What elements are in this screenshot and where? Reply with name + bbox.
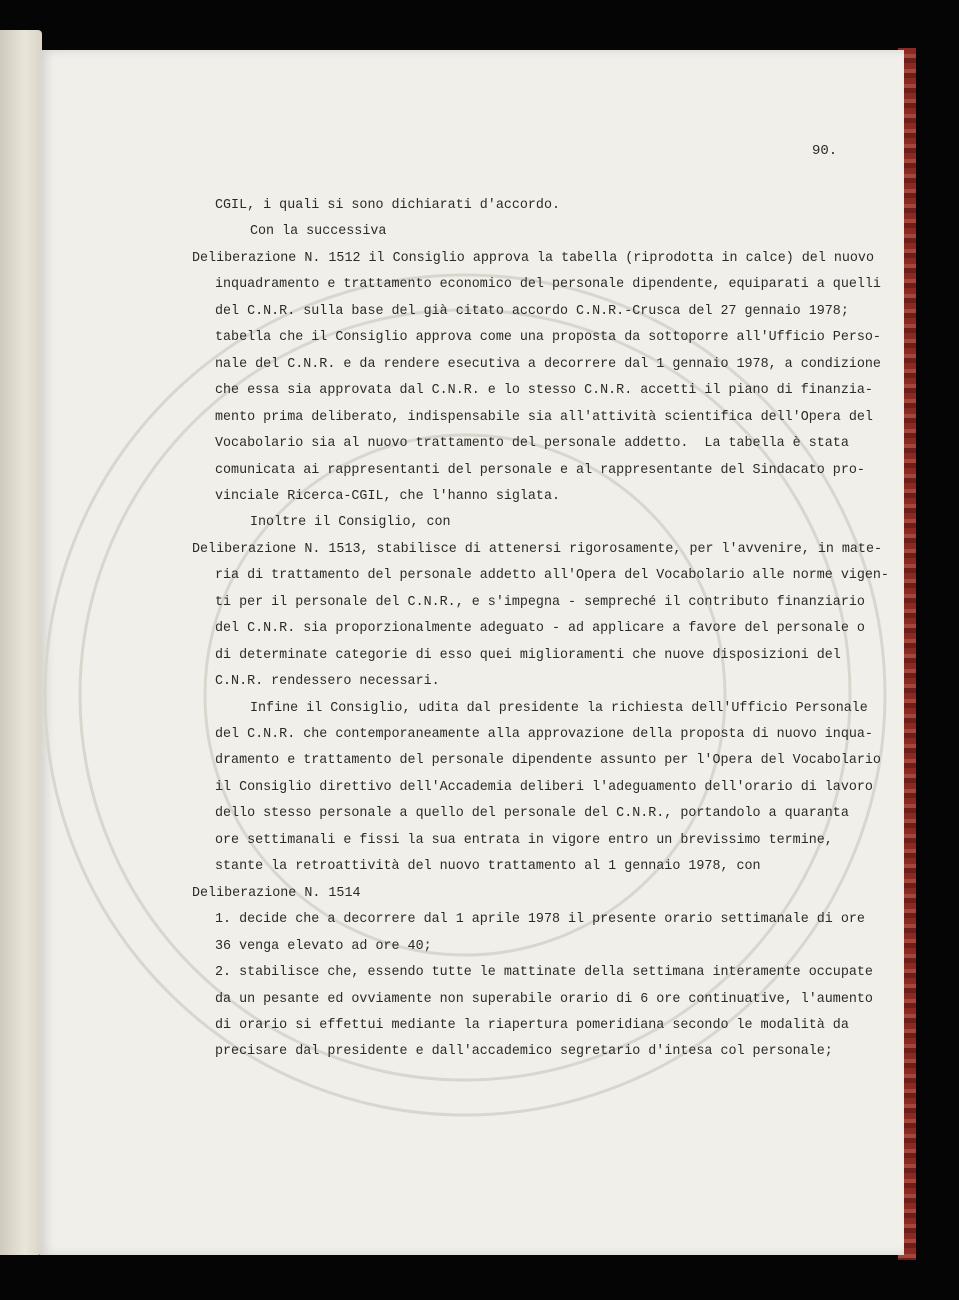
text-line: 36 venga elevato ad ore 40; (215, 937, 432, 954)
text-line: dello stesso personale a quello del personale del C.N.R., portandolo a quaranta (215, 805, 849, 822)
text-line: del C.N.R. sia proporzionalmente adeguato - ad applicare a favore del personale o (215, 620, 865, 637)
text-line: di determinate categorie di esso quei miglioramenti che nuove disposizioni del (215, 646, 841, 663)
text-line: dramento e trattamento del personale dipendente assunto per l'Opera del Vocabolario (215, 752, 881, 769)
text-line: C.N.R. rendessero necessari. (215, 673, 440, 690)
text-line: ore settimanali e fissi la sua entrata in vigore entro un brevissimo termine, (215, 831, 833, 848)
text-line: comunicata ai rappresentanti del personale e al rappresentante del Sindacato pro- (215, 461, 865, 478)
facing-page-edge (0, 30, 42, 1255)
text-line: del C.N.R. sulla base del già citato accordo C.N.R.-Crusca del 27 gennaio 1978; (215, 302, 849, 319)
text-line: nale del C.N.R. e da rendere esecutiva a decorrere dal 1 gennaio 1978, a condizione (215, 355, 881, 372)
text-line: ria di trattamento del personale addetto all'Opera del Vocabolario alle norme vigen- (215, 567, 889, 584)
text-line: Deliberazione N. 1513, stabilisce di attenersi rigorosamente, per l'avvenire, in mate- (192, 540, 883, 557)
text-line: 2. stabilisce che, essendo tutte le mattinate della settimana interamente occupate (215, 964, 873, 981)
text-line: da un pesante ed ovviamente non superabile orario di 6 ore continuative, l'aumento (215, 990, 873, 1007)
text-line: vinciale Ricerca-CGIL, che l'hanno siglata. (215, 487, 561, 504)
text-line: stante la retroattività del nuovo trattamento al 1 gennaio 1978, con (215, 858, 761, 875)
text-line: mento prima deliberato, indispensabile sia all'attività scientifica dell'Opera del (215, 408, 873, 425)
text-line: Vocabolario sia al nuovo trattamento del personale addetto. La tabella è stata (215, 435, 849, 452)
text-line: Infine il Consiglio, udita dal presidente la richiesta dell'Ufficio Personale (250, 699, 868, 716)
text-line: CGIL, i quali si sono dichiarati d'accordo. (215, 197, 561, 213)
text-line: inquadramento e trattamento economico del personale dipendente, equiparati a quelli (215, 276, 881, 293)
text-line: Deliberazione N. 1512 il Consiglio approva la tabella (riprodotta in calce) del nuovo (192, 249, 874, 266)
text-line: di orario si effettui mediante la riapertura pomeridiana secondo le modalità da (215, 1016, 849, 1033)
page-number: 90. (812, 143, 838, 159)
text-line: 1. decide che a decorrere dal 1 aprile 1978 il presente orario settimanale di ore (215, 911, 865, 928)
text-line: del C.N.R. che contemporaneamente alla approvazione della proposta di nuovo inqua- (215, 726, 873, 742)
document-page (40, 50, 904, 1255)
text-line: il Consiglio direttivo dell'Accademia deliberi l'adeguamento dell'orario di lavoro (215, 778, 873, 795)
text-line: che essa sia approvata dal C.N.R. e lo stesso C.N.R. accetti il piano di finanzia- (215, 382, 873, 399)
text-line: ti per il personale del C.N.R., e s'impegna - sempreché il contributo finanziario (215, 593, 865, 610)
text-line: tabella che il Consiglio approva come una proposta da sottoporre all'Ufficio Perso- (215, 329, 881, 346)
text-line: precisare dal presidente e dall'accademico segretario d'intesa col personale; (215, 1043, 833, 1060)
text-line: Deliberazione N. 1514 (192, 884, 361, 901)
text-line: Con la successiva (250, 223, 387, 240)
text-line: Inoltre il Consiglio, con (250, 514, 451, 531)
